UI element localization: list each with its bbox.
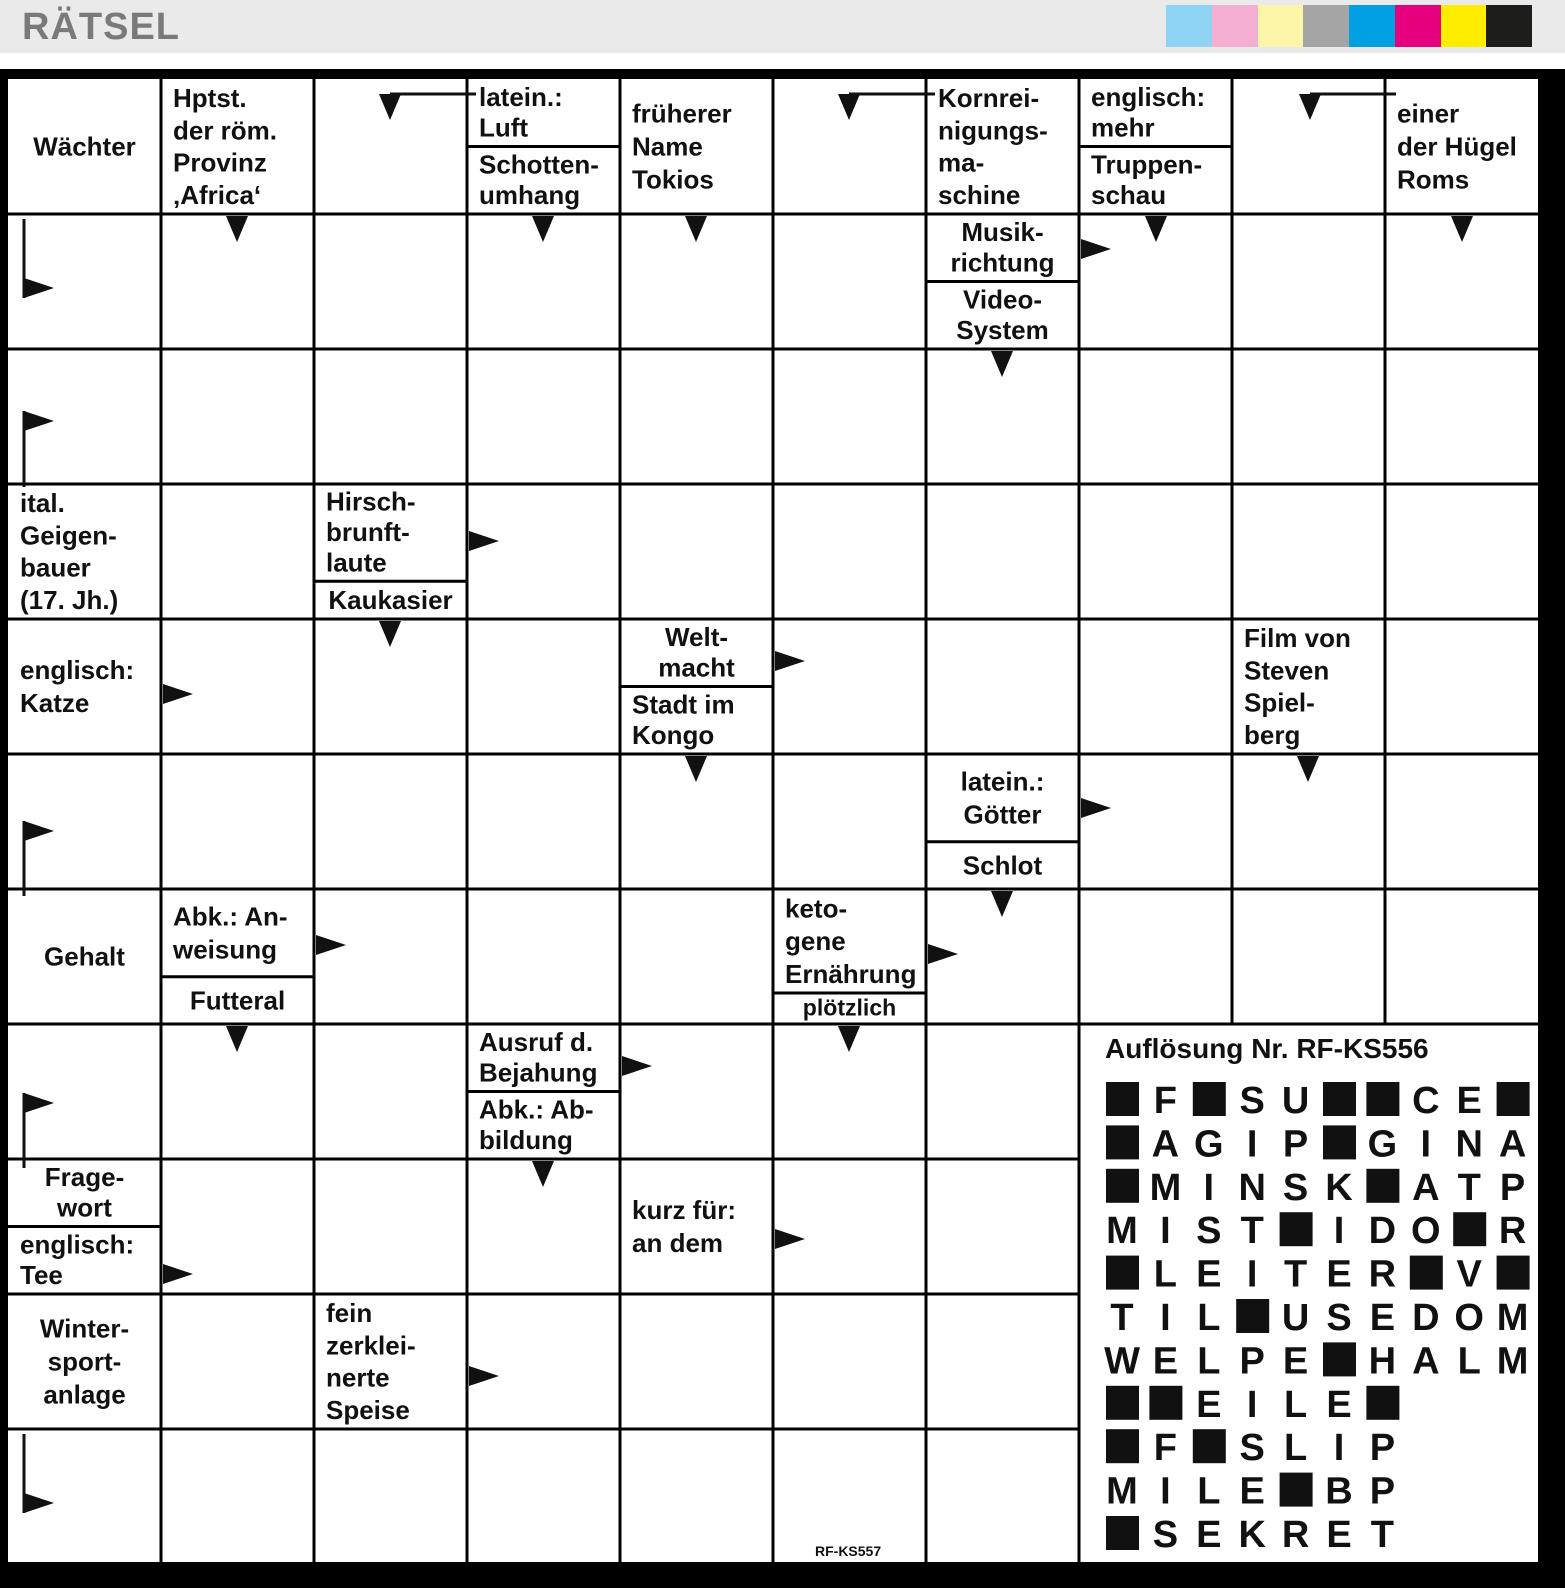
- clue-text: anlage: [43, 1379, 126, 1410]
- solution-title: Auflösung Nr. RF-KS556: [1105, 1033, 1429, 1064]
- solution-block: [1106, 1516, 1139, 1550]
- clue-text: richtung: [950, 247, 1055, 278]
- clue-text: mehr: [1091, 112, 1155, 143]
- clue-text: Ernährung: [785, 958, 917, 989]
- solution-letter: M: [1149, 1166, 1182, 1209]
- solution-letter: P: [1369, 1470, 1396, 1513]
- clue-text: kurz für:: [632, 1195, 736, 1226]
- solution-letter: L: [1283, 1427, 1308, 1470]
- clue-text: umhang: [479, 180, 581, 211]
- solution-letter: T: [1457, 1166, 1481, 1209]
- clue-text: bildung: [479, 1125, 573, 1156]
- solution-letter: I: [1333, 1427, 1345, 1470]
- clue-text: englisch:: [20, 1229, 135, 1260]
- solution-letter: I: [1246, 1383, 1258, 1426]
- solution-letter: R: [1281, 1514, 1310, 1556]
- solution-letter: U: [1281, 1080, 1310, 1122]
- solution-block: [1366, 1169, 1399, 1203]
- solution-letter: E: [1152, 1340, 1179, 1383]
- clue-text: Tokios: [632, 164, 714, 195]
- page-title: RÄTSEL: [22, 6, 180, 48]
- solution-letter: T: [1370, 1514, 1395, 1556]
- clue-text: berg: [1244, 719, 1301, 750]
- solution-letter: M: [1106, 1210, 1138, 1253]
- clue-text: fein: [326, 1298, 373, 1329]
- solution-letter: A: [1498, 1123, 1527, 1166]
- clue-text: Tee: [20, 1260, 63, 1291]
- solution-letter: O: [1454, 1297, 1484, 1339]
- solution-letter: E: [1239, 1470, 1265, 1513]
- solution-letter: E: [1196, 1514, 1222, 1556]
- solution-letter: T: [1283, 1253, 1308, 1296]
- solution-block: [1453, 1212, 1486, 1246]
- clue-text: Truppen-: [1091, 149, 1203, 180]
- clue-text: Stadt im: [632, 689, 735, 720]
- solution-letter: E: [1282, 1340, 1309, 1383]
- solution-letter: S: [1152, 1514, 1179, 1556]
- clue-text: englisch:: [20, 655, 135, 686]
- clue-text: Abk.: An-: [173, 901, 288, 932]
- solution-block: [1193, 1082, 1226, 1116]
- solution-letter: L: [1153, 1253, 1178, 1296]
- clue-text: brunft-: [326, 517, 410, 548]
- clue-text: Götter: [963, 799, 1042, 830]
- clue-text: der röm.: [173, 115, 278, 146]
- solution-letter: L: [1283, 1383, 1308, 1426]
- clue-text: Futteral: [189, 985, 286, 1016]
- solution-letter: S: [1282, 1166, 1309, 1209]
- clue-text: macht: [658, 652, 735, 683]
- solution-letter: F: [1153, 1080, 1178, 1122]
- clue-text: Wächter: [33, 131, 136, 162]
- solution-letter: A: [1151, 1123, 1180, 1166]
- solution-letter: K: [1325, 1166, 1353, 1209]
- solution-letter: P: [1499, 1166, 1526, 1209]
- solution-letter: I: [1246, 1123, 1258, 1166]
- clue-text: Ausruf d.: [479, 1026, 594, 1057]
- clue-text: gene: [785, 926, 846, 957]
- solution-block: [1366, 1386, 1399, 1420]
- clue-text: Video-: [963, 284, 1042, 315]
- clue-text: Winter-: [39, 1313, 130, 1344]
- solution-letter: H: [1368, 1340, 1397, 1383]
- solution-block: [1497, 1256, 1530, 1290]
- solution-letter: D: [1368, 1210, 1397, 1253]
- solution-letter: E: [1369, 1297, 1396, 1339]
- clue-text: englisch:: [1091, 81, 1206, 112]
- clue-text: Film von: [1244, 623, 1351, 654]
- solution-letter: T: [1240, 1210, 1264, 1253]
- clue-text: weisung: [173, 934, 278, 965]
- clue-text: Hirsch-: [326, 486, 416, 517]
- clue-text: Provinz: [173, 147, 267, 178]
- solution-letter: I: [1160, 1297, 1171, 1339]
- solution-block: [1193, 1429, 1226, 1463]
- solution-letter: F: [1153, 1427, 1178, 1470]
- solution-letter: V: [1456, 1253, 1482, 1296]
- clue-text: Speise: [326, 1394, 410, 1425]
- solution-letter: L: [1457, 1340, 1481, 1383]
- solution-letter: L: [1197, 1470, 1221, 1513]
- solution-letter: S: [1239, 1080, 1265, 1122]
- solution-letter: E: [1196, 1383, 1222, 1426]
- clue-text: laute: [326, 547, 387, 578]
- clue-text: plötzlich: [802, 994, 897, 1021]
- clue-text: Welt-: [664, 621, 729, 652]
- solution-letter: A: [1412, 1166, 1440, 1209]
- clue-text: Hptst.: [173, 83, 247, 114]
- solution-letter: P: [1282, 1123, 1309, 1166]
- clue-text: latein.:: [479, 81, 563, 112]
- solution-letter: R: [1498, 1210, 1527, 1253]
- solution-letter: E: [1456, 1080, 1482, 1122]
- solution-letter: M: [1106, 1470, 1138, 1513]
- clue-text: wort: [57, 1192, 112, 1223]
- clue-text: einer: [1397, 98, 1460, 129]
- solution-letter: B: [1325, 1470, 1353, 1513]
- solution-block: [1280, 1473, 1313, 1507]
- clue-text: System: [956, 315, 1049, 346]
- solution-letter: E: [1326, 1253, 1352, 1296]
- solution-letter: K: [1238, 1514, 1266, 1556]
- clue-text: Geigen-: [20, 520, 117, 551]
- solution-letter: L: [1197, 1340, 1221, 1383]
- clue-text: der Hügel: [1397, 131, 1517, 162]
- solution-letter: P: [1369, 1427, 1396, 1470]
- solution-block: [1106, 1125, 1139, 1159]
- solution-block: [1280, 1212, 1313, 1246]
- solution-block: [1323, 1342, 1356, 1376]
- clue-text: Katze: [20, 688, 90, 719]
- clue-text: Steven: [1244, 655, 1330, 686]
- puzzle-code: RF-KS557: [815, 1543, 882, 1559]
- clue-text: früherer: [632, 98, 732, 129]
- solution-letter: E: [1326, 1383, 1352, 1426]
- solution-letter: T: [1110, 1297, 1134, 1339]
- clue-text: an dem: [632, 1228, 724, 1259]
- clue-text: Roms: [1397, 164, 1470, 195]
- clue-text: Gehalt: [44, 941, 125, 972]
- solution-letter: S: [1239, 1427, 1265, 1470]
- solution-letter: N: [1238, 1166, 1266, 1209]
- clue-text: Abk.: Ab-: [479, 1094, 594, 1125]
- clue-text: Frage-: [44, 1161, 125, 1192]
- solution-letter: P: [1239, 1340, 1265, 1383]
- clue-text: nigungs-: [938, 115, 1048, 146]
- solution-letter: W: [1104, 1340, 1140, 1383]
- solution-letter: I: [1420, 1123, 1432, 1166]
- solution-block: [1106, 1169, 1139, 1203]
- clue-text: Kornrei-: [938, 83, 1040, 114]
- solution-letter: G: [1194, 1123, 1224, 1166]
- solution-letter: I: [1203, 1166, 1215, 1209]
- solution-letter: A: [1412, 1340, 1440, 1383]
- clue-text: zerklei-: [326, 1330, 416, 1361]
- clue-text: latein.:: [960, 766, 1045, 797]
- solution-block: [1236, 1299, 1269, 1333]
- solution-block: [1323, 1082, 1356, 1116]
- solution-letter: I: [1160, 1210, 1171, 1253]
- solution-letter: D: [1412, 1297, 1440, 1339]
- solution-letter: U: [1281, 1297, 1310, 1339]
- solution-letter: S: [1196, 1210, 1222, 1253]
- solution-letter: M: [1496, 1340, 1529, 1383]
- solution-letter: N: [1455, 1123, 1483, 1166]
- clue-text: (17. Jh.): [20, 584, 119, 615]
- solution-block: [1149, 1386, 1182, 1420]
- solution-block: [1410, 1256, 1443, 1290]
- clue-text: schau: [1091, 180, 1167, 211]
- solution-block: [1106, 1256, 1139, 1290]
- clue-text: ma-: [938, 147, 985, 178]
- solution-letter: I: [1333, 1210, 1345, 1253]
- solution-letter: S: [1326, 1297, 1352, 1339]
- solution-letter: I: [1246, 1253, 1258, 1296]
- solution-letter: E: [1326, 1514, 1352, 1556]
- solution-letter: I: [1160, 1470, 1171, 1513]
- clue-text: Schotten-: [479, 149, 599, 180]
- solution-letter: M: [1496, 1297, 1529, 1339]
- solution-block: [1106, 1429, 1139, 1463]
- solution-block: [1366, 1082, 1399, 1116]
- solution-block: [1106, 1386, 1139, 1420]
- solution-block: [1497, 1082, 1530, 1116]
- clue-text: Bejahung: [479, 1057, 598, 1088]
- clue-text: ‚Africa‘: [173, 179, 262, 210]
- solution-letter: E: [1196, 1253, 1222, 1296]
- clue-text: Luft: [479, 112, 529, 143]
- clue-text: schine: [938, 179, 1021, 210]
- clue-text: Spiel-: [1244, 687, 1315, 718]
- clue-text: Kaukasier: [328, 585, 453, 616]
- clue-text: Kongo: [632, 720, 715, 751]
- clue-text: nerte: [326, 1362, 390, 1393]
- solution-letter: O: [1411, 1210, 1441, 1253]
- clue-text: Schlot: [962, 850, 1043, 881]
- clue-text: Musik-: [961, 216, 1044, 247]
- solution-letter: C: [1412, 1080, 1440, 1122]
- clue-text: bauer: [20, 552, 91, 583]
- clue-text: sport-: [47, 1346, 122, 1377]
- solution-block: [1323, 1125, 1356, 1159]
- solution-letter: G: [1367, 1123, 1398, 1166]
- solution-letter: R: [1368, 1253, 1397, 1296]
- solution-block: [1106, 1082, 1139, 1116]
- clue-text: keto-: [785, 893, 848, 924]
- solution-letter: L: [1197, 1297, 1221, 1339]
- clue-text: Name: [632, 131, 703, 162]
- clue-text: ital.: [20, 488, 65, 519]
